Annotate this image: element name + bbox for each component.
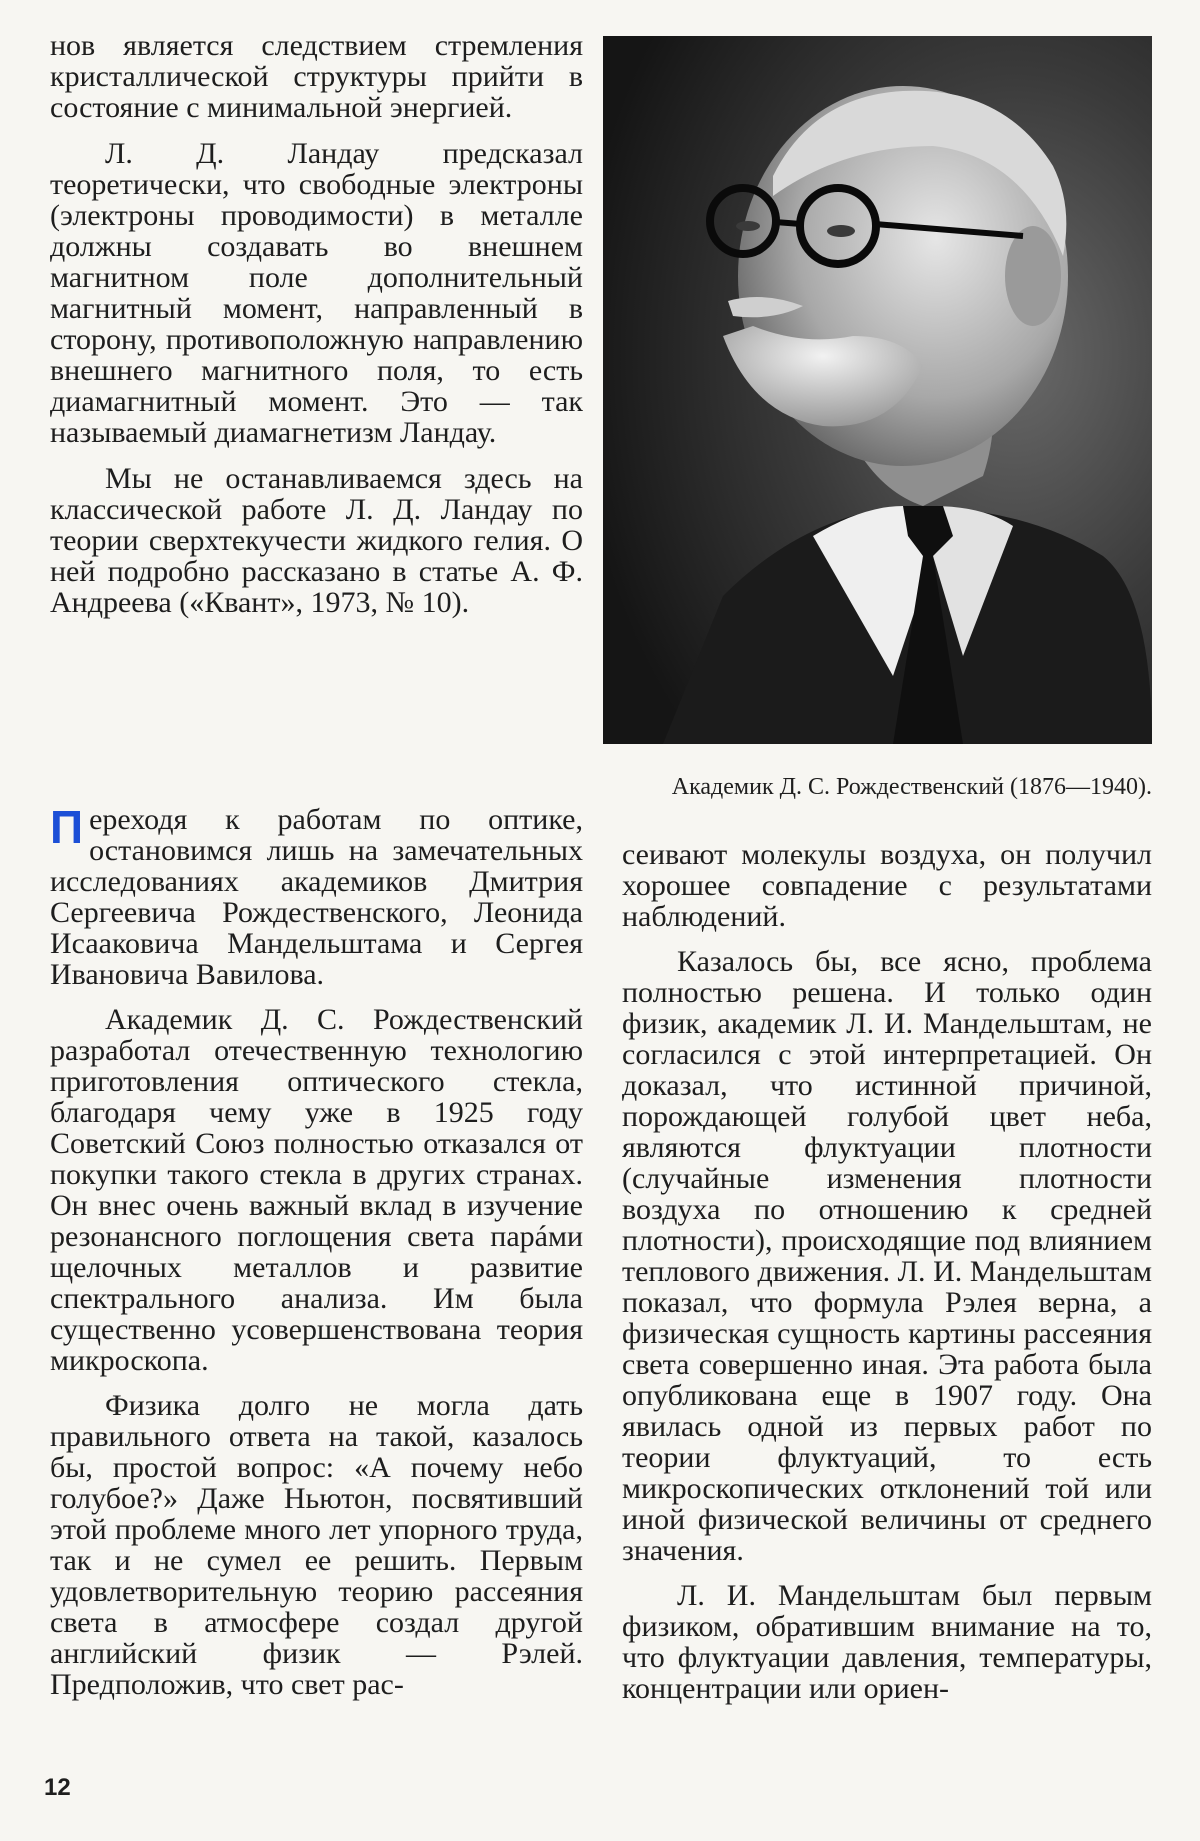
portrait-photo	[603, 36, 1152, 744]
paragraph-mandelstam-first: Л. И. Мандельштам был первым физиком, обратившим внимание на то, что флуктуации давления, температуры, концентрации или ориен-	[622, 1579, 1152, 1705]
photo-caption: Академик Д. С. Рождественский (1876—1940).	[671, 774, 1152, 800]
bottom-left-column	[50, 801, 583, 1701]
paragraph-optics-intro	[50, 801, 583, 991]
paragraph-landau-diamagnetism: Л. Д. Ландау предсказал теоретически, что свободные электроны (электроны проводимости) в металле должны создавать во внешнем магнитном поле дополнительный магнитный момент, направленный в сторону, противоположную направлению внешнего магнитного поля, то есть диамагнитный момент. Это — так называемый диамагнетизм Ландау.	[50, 137, 583, 449]
page-number: 12	[44, 1774, 71, 1801]
top-left-column	[50, 30, 583, 618]
drop-cap: П	[50, 801, 84, 853]
paragraph-rozhdestvensky: Академик Д. С. Рождественский разработал отечественную технологию приготовления оптического стекла, благодаря чему уже в 1925 году Советский Союз полностью отказался от покупки такого стекла в других странах. Он внес очень важный вклад в изучение резонансного поглощения света парáми щелочных металлов и развитие спектрального анализа. Им была существенно усовершенствована теория микроскопа.	[50, 1003, 583, 1377]
eye-left	[736, 221, 760, 231]
paragraph-landau-superfluidity: Мы не останавливаемся здесь на классической работе Л. Д. Ландау по теории сверхтекучести жидкого гелия. О ней подробно рассказано в статье А. Ф. Андреева («Квант», 1973, № 10).	[50, 462, 583, 619]
paragraph-continuation: нов является следствием стремления кристаллической структуры прийти в состояние с минимальной энергией.	[50, 29, 583, 124]
glasses-bridge	[775, 222, 801, 224]
paragraph-blue-sky: Физика долго не могла дать правильного ответа на такой, казалось бы, простой вопрос: «А почему небо голубое?» Даже Ньютон, посвятивший этой проблеме много лет упорного труда, так и не сумел ее решить. Первым удовлетворительную теорию рассеяния света в атмосфере создал другой английский физик — Рэлей. Предположив, что свет рас-	[50, 1389, 583, 1701]
bottom-right-column	[622, 839, 1152, 1704]
paragraph-rayleigh-continuation: сеивают молекулы воздуха, он получил хорошее совпадение с результатами наблюдений.	[622, 838, 1152, 933]
paragraph-optics-intro-text: ереходя к работам по оптике, остановимся лишь на замечательных исследованиях академиков Дмитрия Сергеевича Рождественского, Леонида Исааковича Мандельштама и Сергея Ивановича Вавилова.	[50, 803, 583, 991]
eye-right	[827, 225, 855, 237]
paragraph-mandelstam-fluctuations: Казалось бы, все ясно, проблема полностью решена. И только один физик, академик Л. И. Мандельштам, не согласился с этой интерпретацией. Он доказал, что истинной причиной, порождающей голубой цвет неба, являются флуктуации плотности (случайные изменения плотности воздуха по отношению к средней плотности), происходящие под влиянием теплового движения. Л. И. Мандельштам показал, что формула Рэлея верна, а физическая сущность картины рассеяния света совершенно иная. Эта работа была опубликована еще в 1907 году. Она явилась одной из первых работ по теории флуктуаций, то есть микроскопических отклонений той или иной физической величины от среднего значения.	[622, 945, 1152, 1567]
ear	[1005, 226, 1061, 326]
